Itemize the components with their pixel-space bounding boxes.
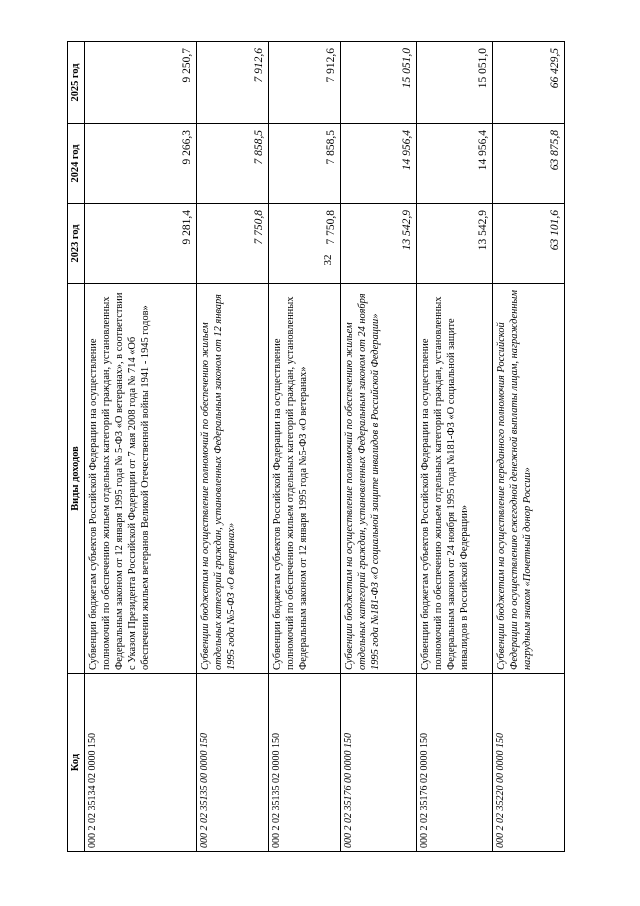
table-row — [341, 42, 417, 852]
row-value-2024: 63 875,8 — [493, 124, 565, 204]
row-value-2025: 7 912,6 — [197, 42, 269, 124]
row-description: Субвенции бюджетам субъектов Российской Федерации на осуществление полномочий по обеспечению жильем отдельных категорий граждан, установленных Федеральным законом от 12 января 1995 года № 5-ФЗ «О ветеранах», в соответствии с Указом Президента Российской Федерации от 7 мая 2008 года № 714 «Об обеспечении жильем ветеранов Великой Отечественной войны 1941 - 1945 годов» — [85, 284, 197, 674]
row-value-2025: 9 250,7 — [85, 42, 197, 124]
row-value-2024: 14 956,4 — [417, 124, 493, 204]
header-2024: 2024 год — [68, 124, 85, 204]
row-value-2024: 9 266,3 — [85, 124, 197, 204]
header-2025: 2025 год — [68, 42, 85, 124]
revenue-table — [67, 41, 565, 852]
row-code: 000 2 02 35135 00 0000 150 — [197, 674, 269, 852]
header-revenue-type: Виды доходов — [68, 284, 85, 674]
row-value-2025: 15 051,0 — [341, 42, 417, 124]
page-number: 32 — [322, 254, 334, 266]
row-description: Субвенции бюджетам субъектов Российской Федерации на осуществление полномочий по обеспечению жильем отдельных категорий граждан, установленных Федеральным законом от 24 ноября 1995 года №181-ФЗ «О социальной защите инвалидов в Российской Федерации» — [417, 284, 493, 674]
table-row — [417, 42, 493, 852]
row-value-2025: 15 051,0 — [417, 42, 493, 124]
row-value-2024: 7 858,5 — [269, 124, 341, 204]
table-header-row — [68, 42, 85, 852]
table-row — [493, 42, 565, 852]
row-value-2023: 63 101,6 — [493, 204, 565, 284]
row-code: 000 2 02 35135 02 0000 150 — [269, 674, 341, 852]
row-code: 000 2 02 35220 00 0000 150 — [493, 674, 565, 852]
row-description: Субвенции бюджетам субъектов Российской Федерации на осуществление полномочий по обеспечению жильем отдельных категорий граждан, установленных Федеральным законом от 12 января 1995 года №5-ФЗ «О ветеранах» — [269, 284, 341, 674]
table-row — [197, 42, 269, 852]
header-2023: 2023 год — [68, 204, 85, 284]
row-value-2024: 7 858,5 — [197, 124, 269, 204]
row-code: 000 2 02 35176 00 0000 150 — [341, 674, 417, 852]
table-row — [85, 42, 197, 852]
row-code: 000 2 02 35176 02 0000 150 — [417, 674, 493, 852]
table-row — [269, 42, 341, 852]
row-description: Субвенции бюджетам на осуществление полномочий по обеспечению жильем отдельных категорий граждан, установленных Федеральным законом от 24 ноября 1995 года №181-ФЗ «О социальной защите инвалидов в Российской Федерации» — [341, 284, 417, 674]
row-value-2023: 7 750,8 — [197, 204, 269, 284]
row-value-2025: 66 429,5 — [493, 42, 565, 124]
header-code: Код — [68, 674, 85, 852]
row-description: Субвенции бюджетам на осуществление переданного полномочия Российской Федерации по осуществлению ежегодной денежной выплаты лицам, награжденным нагрудным знаком «Почетный донор России» — [493, 284, 565, 674]
row-value-2023: 9 281,4 — [85, 204, 197, 284]
row-code: 000 2 02 35134 02 0000 150 — [85, 674, 197, 852]
row-value-2025: 7 912,6 — [269, 42, 341, 124]
revenue-table-rotated — [67, 42, 565, 852]
row-description: Субвенции бюджетам на осуществление полномочий по обеспечению жильем отдельных категорий граждан, установленных Федеральным законом от 12 января 1995 года №5-ФЗ «О ветеранах» — [197, 284, 269, 674]
row-value-2024: 14 956,4 — [341, 124, 417, 204]
row-value-2023: 7 750,8 — [269, 204, 341, 284]
row-value-2023: 13 542,9 — [341, 204, 417, 284]
row-value-2023: 13 542,9 — [417, 204, 493, 284]
